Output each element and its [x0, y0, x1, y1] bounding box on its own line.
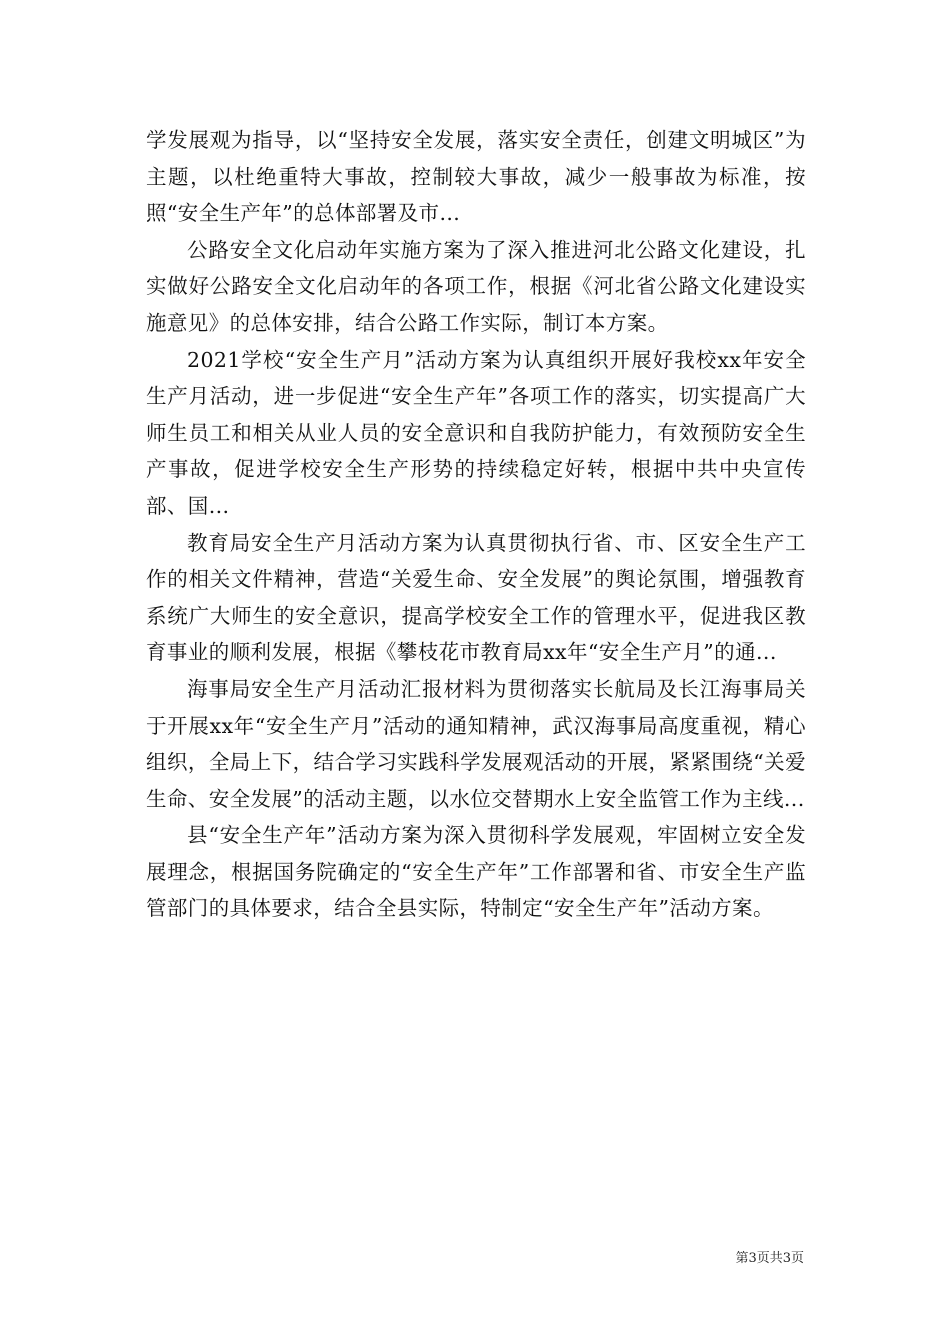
page-number: 第3页共3页 — [735, 1251, 804, 1266]
paragraph-school-safety-month: 2021学校“安全生产月”活动方案为认真组织开展好我校xx年安全生产月活动，进一步促进“安全生产年”各项工作的落实，切实提高广大师生员工和相关从业人员的安全意识和自我防护能力，有效预防安全生产事故，促进学校安全生产形势的持续稳定好转，根据中共中央宣传部、国... — [146, 347, 806, 518]
paragraph-highway-safety-plan: 公路安全文化启动年实施方案为了深入推进河北公路文化建设，扎实做好公路安全文化启动年的各项工作，根据《河北省公路文化建设实施意见》的总体安排，结合公路工作实际，制订本方案。 — [146, 237, 806, 335]
paragraph-education-bureau-plan: 教育局安全生产月活动方案为认真贯彻执行省、市、区安全生产工作的相关文件精神，营造“关爱生命、安全发展”的舆论氛围，增强教育系统广大师生的安全意识，提高学校安全工作的管理水平，促进我区教育事业的顺利发展，根据《攀枝花市教育局xx年“安全生产月”的通... — [146, 530, 806, 665]
document-body — [146, 122, 806, 927]
paragraph-continued: 学发展观为指导，以“坚持安全发展，落实安全责任，创建文明城区”为主题，以杜绝重特大事故，控制较大事故，减少一般事故为标准，按照“安全生产年”的总体部署及市... — [146, 128, 806, 226]
paragraph-maritime-bureau-report: 海事局安全生产月活动汇报材料为贯彻落实长航局及长江海事局关于开展xx年“安全生产月”活动的通知精神，武汉海事局高度重视，精心组织，全局上下，结合学习实践科学发展观活动的开展，紧紧围绕“关爱生命、安全发展”的活动主题，以水位交替期水上安全监管工作为主线... — [146, 676, 806, 811]
paragraph-county-safety-year: 县“安全生产年”活动方案为深入贯彻科学发展观，牢固树立安全发展理念，根据国务院确定的“安全生产年”工作部署和省、市安全生产监管部门的具体要求，结合全县实际，特制定“安全生产年”活动方案。 — [146, 823, 806, 921]
